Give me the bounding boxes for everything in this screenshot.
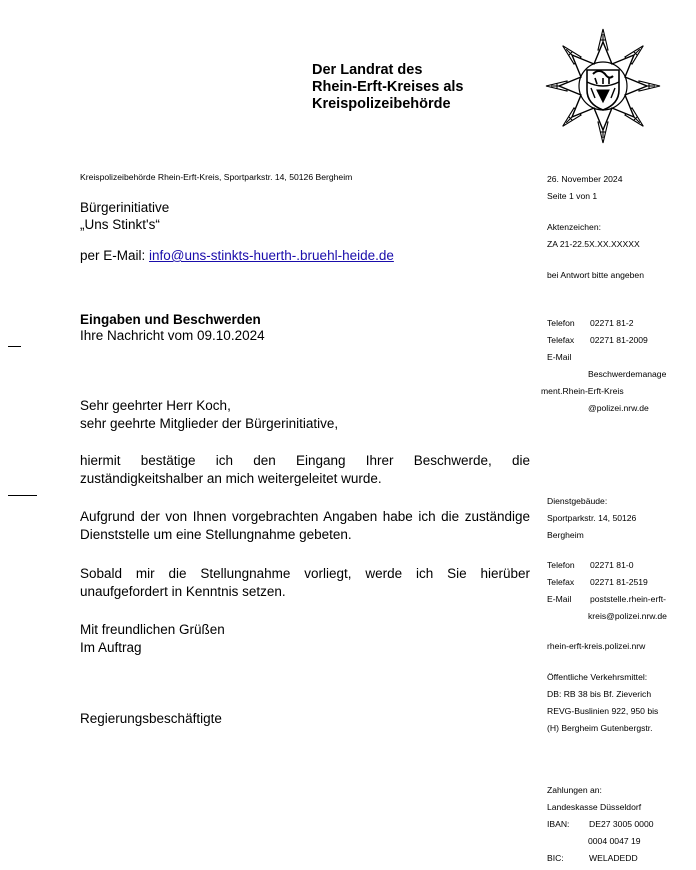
bank-name: Landeskasse Düsseldorf — [547, 802, 642, 812]
contact-email-line: Beschwerdemanage — [588, 369, 667, 379]
salutation-line: sehr geehrte Mitglieder der Bürgerinitiative, — [80, 416, 339, 431]
sender-address-line: Kreispolizeibehörde Rhein-Erft-Kreis, Sportparkstr. 14, 50126 Bergheim — [80, 172, 353, 182]
recipient-block — [80, 199, 169, 233]
transport-label: Öffentliche Verkehrsmittel: — [547, 672, 648, 682]
general-fax-label: Telefax — [547, 577, 575, 587]
reply-note: bei Antwort bitte angeben — [547, 270, 644, 280]
bic-label: BIC: — [547, 853, 564, 863]
transport-line: DB: RB 38 bis Bf. Zieverich — [547, 689, 652, 699]
building-city: Bergheim — [547, 530, 584, 540]
letterhead-title-line: Der Landrat des — [312, 62, 423, 78]
iban-value: DE27 3005 0000 — [589, 819, 654, 829]
paragraph-notification: Sobald mir die Stellungnahme vorliegt, werde ich Sie hierüber unaufgefordert in Kenntnis setzen. — [80, 566, 530, 599]
sidebar-building-block — [547, 493, 636, 544]
contact-email-line: @polizei.nrw.de — [588, 403, 649, 413]
email-delivery-line — [80, 248, 394, 263]
closing-line: Mit freundlichen Grüßen — [80, 622, 225, 637]
subject-block — [80, 312, 265, 344]
signature-title: Regierungsbeschäftigte — [80, 711, 222, 726]
iban-label: IBAN: — [547, 819, 570, 829]
general-email-line: poststelle.rhein-erft- — [590, 594, 666, 604]
transport-line: REVG-Buslinien 922, 950 bis — [547, 706, 659, 716]
general-email-label: E-Mail — [547, 594, 572, 604]
paragraph-statement-request: Aufgrund der von Ihnen vorgebrachten Angaben habe ich die zuständige Dienststelle um eine Stellungnahme gebeten. — [80, 509, 530, 542]
transport-line: (H) Bergheim Gutenbergstr. — [547, 723, 653, 733]
closing — [80, 621, 530, 657]
contact-email-line: ment.Rhein-Erft-Kreis — [541, 386, 624, 396]
website: rhein-erft-kreis.polizei.nrw — [547, 641, 646, 651]
sidebar-transport-block — [547, 669, 658, 737]
file-reference-label: Aktenzeichen: — [547, 222, 601, 232]
sidebar-contact-block — [541, 315, 667, 417]
sidebar-date-block — [547, 171, 622, 205]
general-phone-label: Telefon — [547, 560, 575, 570]
contact-phone-label: Telefon — [547, 318, 575, 328]
bic-value: WELADEDD — [589, 853, 638, 863]
recipient-email-link[interactable]: info@uns-stinkts-huerth-.bruehl-heide.de — [149, 248, 394, 263]
contact-fax-label: Telefax — [547, 335, 575, 345]
letterhead-title-line: Kreispolizeibehörde — [312, 96, 451, 112]
page-count: Seite 1 von 1 — [547, 191, 598, 201]
nrw-police-star-emblem-icon — [541, 27, 665, 145]
building-label: Dienstgebäude: — [547, 496, 608, 506]
sidebar-payment-block — [547, 782, 654, 867]
subject-title: Eingaben und Beschwerden — [80, 312, 261, 327]
fold-mark — [8, 346, 21, 347]
general-phone-value: 02271 81-0 — [590, 560, 634, 570]
sidebar-file-reference — [547, 219, 640, 253]
general-fax-value: 02271 81-2519 — [590, 577, 648, 587]
punch-mark — [8, 495, 37, 496]
contact-phone-value: 02271 81-2 — [590, 318, 634, 328]
building-address: Sportparkstr. 14, 50126 — [547, 513, 637, 523]
payment-label: Zahlungen an: — [547, 785, 602, 795]
subject-reference: Ihre Nachricht vom 09.10.2024 — [80, 328, 265, 343]
contact-email-label: E-Mail — [547, 352, 572, 362]
recipient-name: Bürgerinitiative — [80, 200, 170, 215]
recipient-subtitle: „Uns Stinkt's“ — [80, 217, 160, 232]
email-prefix: per E-Mail: — [80, 248, 150, 263]
salutation — [80, 397, 530, 433]
contact-fax-value: 02271 81-2009 — [590, 335, 648, 345]
sidebar-general-contact — [547, 557, 667, 625]
salutation-line: Sehr geehrter Herr Koch, — [80, 398, 231, 413]
paragraph-confirmation: hiermit bestätige ich den Eingang Ihrer Beschwerde, die zuständigkeitshalber an mich weitergeleitet wurde. — [80, 453, 530, 486]
general-email-line: kreis@polizei.nrw.de — [588, 611, 667, 621]
letterhead-title — [312, 62, 464, 113]
iban-value-continued: 0004 0047 19 — [588, 836, 641, 846]
letterhead-title-line: Rhein-Erft-Kreises als — [312, 79, 464, 95]
closing-line: Im Auftrag — [80, 640, 142, 655]
file-reference-value: ZA 21-22.5X.XX.XXXXX — [547, 239, 640, 249]
letter-date: 26. November 2024 — [547, 174, 623, 184]
